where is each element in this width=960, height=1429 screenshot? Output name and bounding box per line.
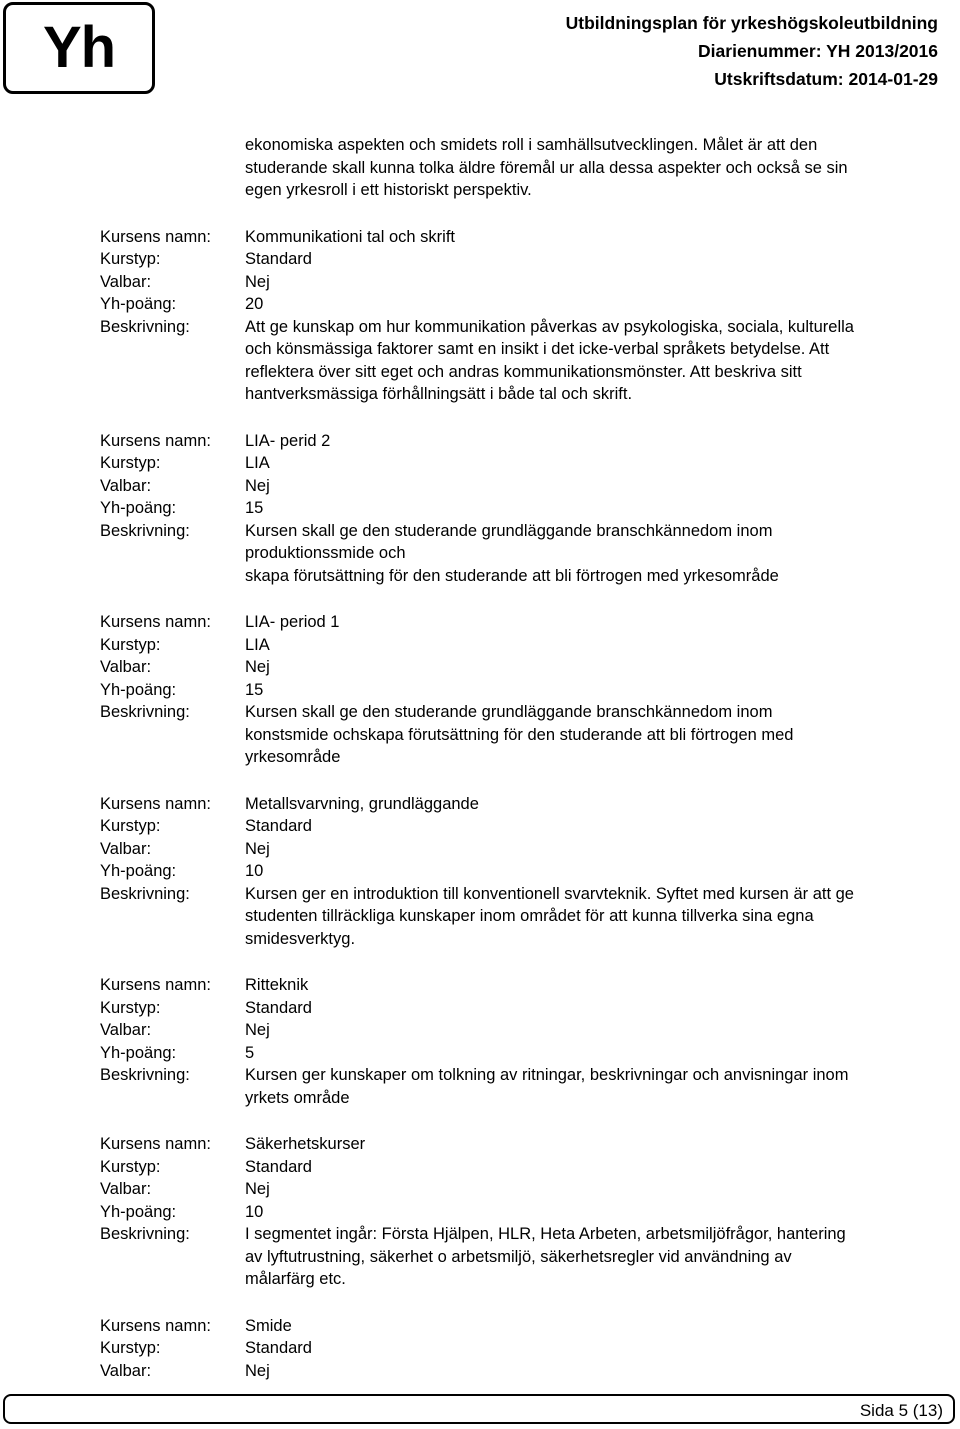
course-optional: Nej (245, 272, 270, 291)
course-description-label: Beskrivning: (100, 1066, 190, 1084)
description-line: målarfärg etc. (245, 1270, 346, 1288)
course-description (245, 1223, 960, 1291)
course-type: Standard (245, 1157, 312, 1176)
intro-line: studerande skall kunna tolka äldre föremål ur alla dessa aspekter och också se sin (245, 158, 848, 177)
course-name: Ritteknik (245, 976, 309, 994)
description-line: hantverksmässiga förhållningsätt i både tal och skrift. (245, 385, 633, 403)
description-line: Kursen ger en introduktion till konventionell svarvteknik. Syftet med kursen är att ge (245, 884, 854, 903)
intro-line: egen yrkesroll i ett historiskt perspektiv. (245, 181, 532, 199)
course-points-label: Yh-poäng: (100, 499, 177, 517)
course-type-label: Kurstyp: (100, 1339, 161, 1357)
description-line: produktionssmide och (245, 544, 406, 562)
description-line: konstsmide ochskapa förutsättning för den studerande att bli förtrogen med (245, 725, 794, 744)
course-description (245, 701, 960, 769)
course-description (245, 883, 960, 951)
course-points: 20 (245, 295, 264, 313)
description-line: Kursen ger kunskaper om tolkning av ritningar, beskrivningar och anvisningar inom (245, 1066, 849, 1084)
course-points-label: Yh-poäng: (100, 1043, 177, 1062)
course-name-label: Kursens namn: (100, 1135, 211, 1153)
page-footer (3, 1394, 955, 1424)
course-optional: Nej (245, 1021, 270, 1039)
course-optional-label: Valbar: (100, 1021, 152, 1039)
course-description-label: Beskrivning: (100, 521, 190, 540)
course-description-label: Beskrivning: (100, 884, 190, 903)
print-date: Utskriftsdatum: 2014-01-29 (714, 69, 938, 89)
course-optional: Nej (245, 1361, 270, 1380)
course-block (100, 793, 960, 951)
course-optional: Nej (245, 1180, 270, 1198)
description-line: studenten tillräckliga kunskaper inom området för att kunna tillverka sina egna (245, 907, 814, 925)
course-description-label: Beskrivning: (100, 317, 190, 336)
course-description (245, 520, 960, 588)
course-points: 15 (245, 680, 264, 699)
course-type: Standard (245, 1339, 312, 1357)
description-line: yrkesområde (245, 748, 341, 766)
description-line: yrkets område (245, 1088, 350, 1107)
page-number: Sida 5 (13) (859, 1401, 943, 1420)
course-name: Metallsvarvning, grundläggande (245, 794, 479, 813)
course-type: LIA (245, 635, 270, 654)
course-name: LIA- period 1 (245, 613, 340, 631)
diarienummer: Diarienummer: YH 2013/2016 (698, 41, 938, 61)
course-optional-label: Valbar: (100, 658, 152, 676)
course-points-label: Yh-poäng: (100, 862, 177, 880)
course-optional: Nej (245, 839, 270, 858)
course-points: 5 (245, 1043, 255, 1062)
description-line: av lyftutrustning, säkerhet o arbetsmiljö, säkerhetsregler vid användning av (245, 1247, 792, 1266)
intro-paragraph (245, 134, 960, 202)
course-description-label: Beskrivning: (100, 1225, 190, 1243)
course-optional: Nej (245, 658, 270, 676)
course-optional: Nej (245, 476, 270, 495)
course-description-label: Beskrivning: (100, 703, 190, 721)
course-block (100, 611, 960, 769)
course-optional-label: Valbar: (100, 839, 152, 858)
document-header (566, 8, 938, 92)
document-body (100, 134, 960, 1382)
course-block (100, 1133, 960, 1291)
description-line: smidesverktyg. (245, 929, 356, 948)
logo-text: Yh (42, 15, 116, 80)
course-name: Smide (245, 1316, 292, 1335)
course-description (245, 316, 960, 406)
course-points: 10 (245, 1202, 264, 1221)
course-points-label: Yh-poäng: (100, 295, 177, 313)
course-type: LIA (245, 454, 270, 472)
course-type-label: Kurstyp: (100, 817, 161, 835)
course-optional-label: Valbar: (100, 1361, 152, 1380)
course-optional-label: Valbar: (100, 272, 152, 291)
intro-line: ekonomiska aspekten och smidets roll i samhällsutvecklingen. Målet är att den (245, 136, 818, 154)
course-type-label: Kurstyp: (100, 635, 161, 654)
course-name-label: Kursens namn: (100, 976, 211, 994)
course-points-label: Yh-poäng: (100, 1202, 177, 1221)
course-name: LIA- perid 2 (245, 431, 331, 450)
description-line: reflektera över sitt eget och andras kommunikationsmönster. Att beskriva sitt (245, 362, 802, 381)
course-block (100, 430, 960, 588)
course-name-label: Kursens namn: (100, 794, 211, 813)
course-type-label: Kurstyp: (100, 454, 161, 472)
course-optional-label: Valbar: (100, 1180, 152, 1198)
yh-logo (3, 2, 155, 94)
description-line: Kursen skall ge den studerande grundläggande branschkännedom inom (245, 521, 773, 540)
course-block (100, 226, 960, 406)
description-line: och könsmässiga faktorer samt en insikt i det icke-verbal språkets betydelse. Att (245, 340, 830, 358)
course-type: Standard (245, 817, 312, 835)
course-name: Säkerhetskurser (245, 1135, 366, 1153)
description-line: I segmentet ingår: Första Hjälpen, HLR, Heta Arbeten, arbetsmiljöfrågor, hantering (245, 1225, 846, 1243)
course-name-label: Kursens namn: (100, 1316, 211, 1335)
course-type-label: Kurstyp: (100, 1157, 161, 1176)
course-points-label: Yh-poäng: (100, 680, 177, 699)
course-block (100, 1315, 960, 1383)
course-name-label: Kursens namn: (100, 227, 211, 246)
course-type-label: Kurstyp: (100, 250, 161, 268)
description-line: Att ge kunskap om hur kommunikation påverkas av psykologiska, sociala, kulturella (245, 317, 854, 336)
course-name-label: Kursens namn: (100, 613, 211, 631)
course-name-label: Kursens namn: (100, 431, 211, 450)
course-name: Kommunikationi tal och skrift (245, 227, 455, 246)
description-line: Kursen skall ge den studerande grundläggande branschkännedom inom (245, 703, 773, 721)
course-points: 10 (245, 862, 264, 880)
course-optional-label: Valbar: (100, 476, 152, 495)
course-description (245, 1064, 960, 1109)
course-points: 15 (245, 499, 264, 517)
course-type-label: Kurstyp: (100, 998, 161, 1017)
document-title: Utbildningsplan för yrkeshögskoleutbildning (565, 13, 938, 33)
description-line: skapa förutsättning för den studerande att bli förtrogen med yrkesområde (245, 566, 779, 585)
course-block (100, 974, 960, 1109)
course-type: Standard (245, 250, 312, 268)
course-type: Standard (245, 998, 312, 1017)
